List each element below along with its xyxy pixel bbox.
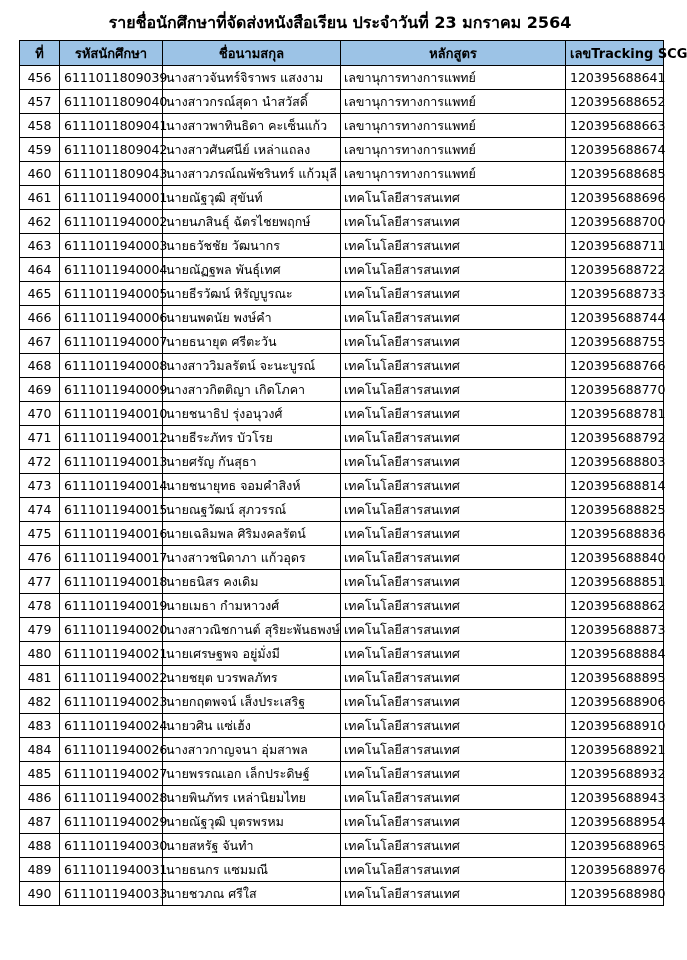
table-row <box>20 66 664 90</box>
cell-program: เทคโนโลยีสารสนเทศ <box>341 330 566 354</box>
cell-no: 463 <box>20 234 60 258</box>
cell-student-id: 6111011940027 <box>60 762 163 786</box>
cell-name: นางสาวจันทร์จิราพร แสงงาม <box>163 66 341 90</box>
cell-no: 472 <box>20 450 60 474</box>
cell-tracking: 120395688862 <box>566 594 664 618</box>
cell-tracking: 120395688722 <box>566 258 664 282</box>
cell-program: เทคโนโลยีสารสนเทศ <box>341 618 566 642</box>
cell-tracking: 120395688755 <box>566 330 664 354</box>
cell-name: นายณัฐวุฒิ สุขันท์ <box>163 186 341 210</box>
table-row <box>20 282 664 306</box>
table-row <box>20 498 664 522</box>
table-row <box>20 810 664 834</box>
table-row <box>20 234 664 258</box>
cell-program: เลขานุการทางการแพทย์ <box>341 66 566 90</box>
table-row <box>20 666 664 690</box>
cell-student-id: 6111011940015 <box>60 498 163 522</box>
cell-tracking: 120395688814 <box>566 474 664 498</box>
table-row <box>20 858 664 882</box>
table-row <box>20 786 664 810</box>
cell-program: เทคโนโลยีสารสนเทศ <box>341 882 566 906</box>
cell-no: 487 <box>20 810 60 834</box>
cell-program: เทคโนโลยีสารสนเทศ <box>341 258 566 282</box>
table-row <box>20 426 664 450</box>
table-row <box>20 834 664 858</box>
cell-tracking: 120395688733 <box>566 282 664 306</box>
cell-student-id: 6111011940033 <box>60 882 163 906</box>
cell-name: นายกฤตพจน์ เส็งประเสริฐ <box>163 690 341 714</box>
cell-student-id: 6111011809043 <box>60 162 163 186</box>
cell-student-id: 6111011940014 <box>60 474 163 498</box>
cell-program: เทคโนโลยีสารสนเทศ <box>341 498 566 522</box>
cell-tracking: 120395688825 <box>566 498 664 522</box>
cell-name: นายเฉลิมพล ศิริมงคลรัตน์ <box>163 522 341 546</box>
cell-no: 488 <box>20 834 60 858</box>
cell-name: นายธีระภัทร บัวโรย <box>163 426 341 450</box>
cell-tracking: 120395688932 <box>566 762 664 786</box>
header-row <box>20 41 664 66</box>
cell-name: นางสาวภรณ์ณพัชรินทร์ แก้วมุลี <box>163 162 341 186</box>
cell-program: เทคโนโลยีสารสนเทศ <box>341 738 566 762</box>
cell-tracking: 120395688906 <box>566 690 664 714</box>
cell-no: 460 <box>20 162 60 186</box>
cell-program: เทคโนโลยีสารสนเทศ <box>341 306 566 330</box>
header-name: ชื่อนามสกุล <box>163 41 341 66</box>
cell-program: เทคโนโลยีสารสนเทศ <box>341 690 566 714</box>
cell-no: 468 <box>20 354 60 378</box>
table-row <box>20 330 664 354</box>
cell-name: นายวศิน แซ่เฮ้ง <box>163 714 341 738</box>
table-row <box>20 402 664 426</box>
cell-no: 467 <box>20 330 60 354</box>
cell-program: เทคโนโลยีสารสนเทศ <box>341 234 566 258</box>
cell-no: 469 <box>20 378 60 402</box>
table-row <box>20 186 664 210</box>
table-row <box>20 714 664 738</box>
cell-name: นางสาวกิตติญา เกิดโภคา <box>163 378 341 402</box>
cell-name: นายณัฏฐพล พันธุ์เทศ <box>163 258 341 282</box>
cell-no: 457 <box>20 90 60 114</box>
table-row <box>20 546 664 570</box>
cell-name: นายนพดนัย พงษ์คำ <box>163 306 341 330</box>
cell-tracking: 120395688873 <box>566 618 664 642</box>
cell-tracking: 120395688696 <box>566 186 664 210</box>
cell-name: นายชนายุทธ จอมคำสิงห์ <box>163 474 341 498</box>
cell-name: นางสาวณิชกานต์ สุริยะพันธพงษ์ <box>163 618 341 642</box>
cell-no: 474 <box>20 498 60 522</box>
table-row <box>20 114 664 138</box>
cell-tracking: 120395688770 <box>566 378 664 402</box>
cell-name: นายพรรณเอก เล็กประดิษฐ์ <box>163 762 341 786</box>
table-row <box>20 90 664 114</box>
cell-student-id: 6111011940029 <box>60 810 163 834</box>
table-header <box>20 41 687 66</box>
cell-no: 481 <box>20 666 60 690</box>
cell-no: 490 <box>20 882 60 906</box>
cell-student-id: 6111011940028 <box>60 786 163 810</box>
cell-student-id: 6111011809039 <box>60 66 163 90</box>
table-row <box>20 138 664 162</box>
cell-no: 466 <box>20 306 60 330</box>
cell-program: เทคโนโลยีสารสนเทศ <box>341 810 566 834</box>
cell-student-id: 6111011940023 <box>60 690 163 714</box>
cell-tracking: 120395688663 <box>566 114 664 138</box>
cell-tracking: 120395688910 <box>566 714 664 738</box>
cell-program: เทคโนโลยีสารสนเทศ <box>341 714 566 738</box>
cell-no: 461 <box>20 186 60 210</box>
cell-no: 478 <box>20 594 60 618</box>
cell-no: 485 <box>20 762 60 786</box>
cell-name: นายธนกร แซมมณี <box>163 858 341 882</box>
cell-name: นายณัฐวุฒิ บุตรพรหม <box>163 810 341 834</box>
cell-no: 459 <box>20 138 60 162</box>
cell-no: 471 <box>20 426 60 450</box>
cell-student-id: 6111011940020 <box>60 618 163 642</box>
shipment-table <box>19 40 687 906</box>
cell-student-id: 6111011940021 <box>60 642 163 666</box>
cell-student-id: 6111011809041 <box>60 114 163 138</box>
cell-student-id: 6111011940012 <box>60 426 163 450</box>
cell-program: เทคโนโลยีสารสนเทศ <box>341 378 566 402</box>
cell-student-id: 6111011809042 <box>60 138 163 162</box>
cell-name: นางสาวชนิดาภา แก้วอุดร <box>163 546 341 570</box>
table-row <box>20 690 664 714</box>
cell-no: 480 <box>20 642 60 666</box>
cell-program: เทคโนโลยีสารสนเทศ <box>341 546 566 570</box>
cell-tracking: 120395688700 <box>566 210 664 234</box>
cell-no: 476 <box>20 546 60 570</box>
cell-program: เลขานุการทางการแพทย์ <box>341 90 566 114</box>
table-row <box>20 354 664 378</box>
cell-student-id: 6111011940001 <box>60 186 163 210</box>
cell-tracking: 120395688685 <box>566 162 664 186</box>
table-body <box>20 66 664 906</box>
cell-tracking: 120395688976 <box>566 858 664 882</box>
cell-program: เทคโนโลยีสารสนเทศ <box>341 282 566 306</box>
cell-name: นายเมธา กำมหาวงศ์ <box>163 594 341 618</box>
cell-program: เทคโนโลยีสารสนเทศ <box>341 642 566 666</box>
cell-no: 489 <box>20 858 60 882</box>
cell-no: 486 <box>20 786 60 810</box>
cell-name: นายชวภณ ศรีใส <box>163 882 341 906</box>
cell-tracking: 120395688803 <box>566 450 664 474</box>
cell-name: นายเศรษฐพจ อยู่มั่งมี <box>163 642 341 666</box>
cell-no: 479 <box>20 618 60 642</box>
cell-student-id: 6111011940004 <box>60 258 163 282</box>
cell-name: นายชยุต บวรพลภัทร <box>163 666 341 690</box>
cell-name: นายธนิสร คงเดิม <box>163 570 341 594</box>
cell-student-id: 6111011809040 <box>60 90 163 114</box>
cell-no: 477 <box>20 570 60 594</box>
cell-student-id: 6111011940007 <box>60 330 163 354</box>
cell-name: นายชนาธิป รุ่งอนุวงศ์ <box>163 402 341 426</box>
cell-tracking: 120395688895 <box>566 666 664 690</box>
cell-name: นายณฐวัฒน์ สุภวรรณ์ <box>163 498 341 522</box>
cell-program: เทคโนโลยีสารสนเทศ <box>341 594 566 618</box>
cell-name: นางสาวพาทินธิดา คะเซ็นแก้ว <box>163 114 341 138</box>
cell-name: นางสาววิมลรัตน์ จะนะบูรณ์ <box>163 354 341 378</box>
cell-student-id: 6111011940003 <box>60 234 163 258</box>
cell-program: เลขานุการทางการแพทย์ <box>341 138 566 162</box>
header-student-id: รหัสนักศึกษา <box>60 41 163 66</box>
cell-student-id: 6111011940013 <box>60 450 163 474</box>
cell-student-id: 6111011940009 <box>60 378 163 402</box>
cell-program: เทคโนโลยีสารสนเทศ <box>341 762 566 786</box>
cell-tracking: 120395688711 <box>566 234 664 258</box>
cell-student-id: 6111011940006 <box>60 306 163 330</box>
cell-name: นายธีรวัฒน์ หิรัญบูรณะ <box>163 282 341 306</box>
header-no: ที่ <box>20 41 60 66</box>
table-row <box>20 162 664 186</box>
cell-name: นายนภสินธุ์ ฉัตรไชยพฤกษ์ <box>163 210 341 234</box>
cell-no: 456 <box>20 66 60 90</box>
cell-tracking: 120395688954 <box>566 810 664 834</box>
cell-student-id: 6111011940017 <box>60 546 163 570</box>
cell-program: เทคโนโลยีสารสนเทศ <box>341 522 566 546</box>
cell-program: เทคโนโลยีสารสนเทศ <box>341 666 566 690</box>
cell-name: นายธนายุต ศรีตะวัน <box>163 330 341 354</box>
cell-tracking: 120395688980 <box>566 882 664 906</box>
table-row <box>20 618 664 642</box>
cell-tracking: 120395688836 <box>566 522 664 546</box>
cell-tracking: 120395688921 <box>566 738 664 762</box>
cell-tracking: 120395688652 <box>566 90 664 114</box>
cell-no: 470 <box>20 402 60 426</box>
cell-student-id: 6111011940008 <box>60 354 163 378</box>
cell-no: 482 <box>20 690 60 714</box>
cell-no: 484 <box>20 738 60 762</box>
table-row <box>20 378 664 402</box>
cell-program: เทคโนโลยีสารสนเทศ <box>341 570 566 594</box>
cell-name: นางสาวกาญจนา อุ่มสาพล <box>163 738 341 762</box>
cell-tracking: 120395688792 <box>566 426 664 450</box>
cell-program: เทคโนโลยีสารสนเทศ <box>341 402 566 426</box>
cell-program: เทคโนโลยีสารสนเทศ <box>341 450 566 474</box>
cell-name: นายธวัชชัย วัฒนากร <box>163 234 341 258</box>
cell-tracking: 120395688641 <box>566 66 664 90</box>
cell-program: เลขานุการทางการแพทย์ <box>341 114 566 138</box>
cell-program: เทคโนโลยีสารสนเทศ <box>341 474 566 498</box>
table-row <box>20 450 664 474</box>
cell-program: เทคโนโลยีสารสนเทศ <box>341 426 566 450</box>
cell-tracking: 120395688840 <box>566 546 664 570</box>
table-row <box>20 474 664 498</box>
cell-program: เทคโนโลยีสารสนเทศ <box>341 834 566 858</box>
cell-program: เลขานุการทางการแพทย์ <box>341 162 566 186</box>
cell-tracking: 120395688965 <box>566 834 664 858</box>
cell-no: 465 <box>20 282 60 306</box>
cell-tracking: 120395688943 <box>566 786 664 810</box>
cell-no: 464 <box>20 258 60 282</box>
cell-student-id: 6111011940030 <box>60 834 163 858</box>
table-row <box>20 762 664 786</box>
header-program: หลักสูตร <box>341 41 566 66</box>
cell-no: 483 <box>20 714 60 738</box>
page-title: รายชื่อนักศึกษาที่จัดส่งหนังสือเรียน ประจำวันที่ 23 มกราคม 2564 <box>108 13 572 32</box>
cell-student-id: 6111011940005 <box>60 282 163 306</box>
cell-name: นายสหรัฐ จันทำ <box>163 834 341 858</box>
cell-program: เทคโนโลยีสารสนเทศ <box>341 858 566 882</box>
cell-program: เทคโนโลยีสารสนเทศ <box>341 210 566 234</box>
cell-student-id: 6111011940010 <box>60 402 163 426</box>
table-row <box>20 642 664 666</box>
table-row <box>20 594 664 618</box>
cell-tracking: 120395688766 <box>566 354 664 378</box>
cell-no: 475 <box>20 522 60 546</box>
table-row <box>20 570 664 594</box>
table-row <box>20 210 664 234</box>
cell-no: 473 <box>20 474 60 498</box>
cell-no: 462 <box>20 210 60 234</box>
cell-no: 458 <box>20 114 60 138</box>
cell-tracking: 120395688884 <box>566 642 664 666</box>
table-row <box>20 882 664 906</box>
cell-program: เทคโนโลยีสารสนเทศ <box>341 186 566 210</box>
cell-student-id: 6111011940002 <box>60 210 163 234</box>
table-row <box>20 306 664 330</box>
cell-tracking: 120395688674 <box>566 138 664 162</box>
cell-name: นางสาวศันศนีย์ เหล่าแถลง <box>163 138 341 162</box>
cell-name: นายพินภัทร เหล่านิยมไทย <box>163 786 341 810</box>
cell-student-id: 6111011940031 <box>60 858 163 882</box>
cell-tracking: 120395688744 <box>566 306 664 330</box>
table-row <box>20 522 664 546</box>
table-row <box>20 738 664 762</box>
cell-student-id: 6111011940016 <box>60 522 163 546</box>
cell-name: นางสาวกรณ์สุดา นำสวัสดิ์ <box>163 90 341 114</box>
cell-student-id: 6111011940018 <box>60 570 163 594</box>
cell-name: นายศรัญ กันสุธา <box>163 450 341 474</box>
table-row <box>20 258 664 282</box>
cell-tracking: 120395688851 <box>566 570 664 594</box>
cell-student-id: 6111011940024 <box>60 714 163 738</box>
cell-program: เทคโนโลยีสารสนเทศ <box>341 354 566 378</box>
header-tracking: เลขTracking SCG <box>566 41 664 66</box>
cell-student-id: 6111011940019 <box>60 594 163 618</box>
cell-student-id: 6111011940026 <box>60 738 163 762</box>
cell-tracking: 120395688781 <box>566 402 664 426</box>
cell-program: เทคโนโลยีสารสนเทศ <box>341 786 566 810</box>
cell-student-id: 6111011940022 <box>60 666 163 690</box>
